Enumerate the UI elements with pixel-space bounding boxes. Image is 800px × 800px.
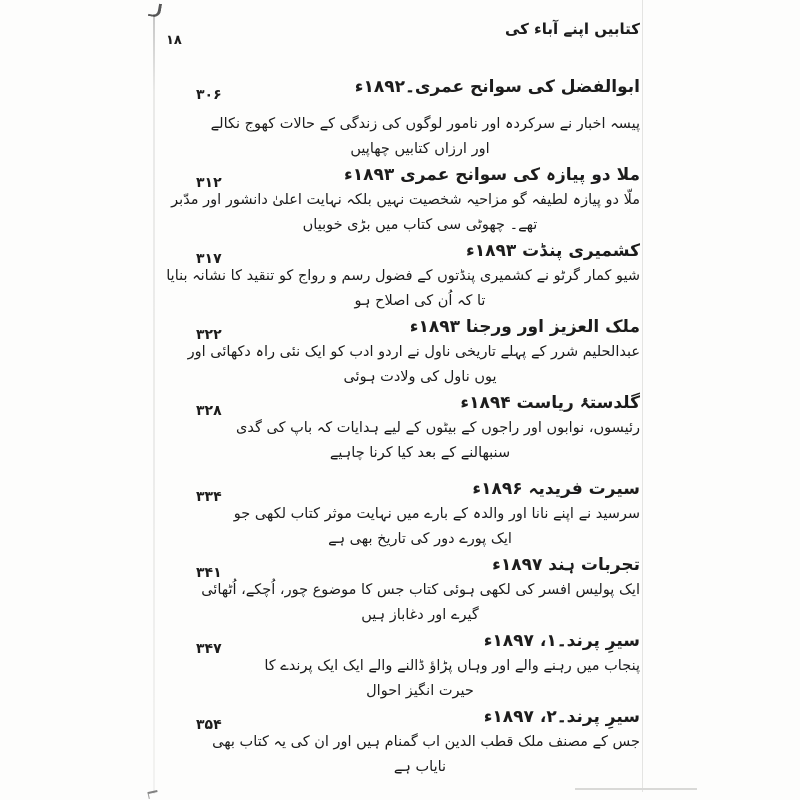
folio-number: ۱۸	[166, 33, 182, 48]
entry-description-line2: ایک پورے دور کی تاریخ بھی ہے	[328, 531, 512, 547]
entry-title: سیرت فریدیہ ۱۸۹۶ء	[472, 479, 640, 499]
entry-page-number: ۳۵۴	[196, 717, 222, 733]
entry-title: کشمیری پنڈت ۱۸۹۳ء	[466, 241, 640, 261]
scan-artifact-bottom	[147, 790, 158, 799]
page-header	[158, 0, 642, 74]
entry-page-number: ۳۴۷	[196, 641, 222, 657]
entry-description-line2: تا کہ اُن کی اصلاح ہو	[354, 293, 486, 309]
toc-entry-head	[158, 238, 642, 267]
toc-entry	[158, 162, 642, 238]
entry-description-line2: گیرے اور دغاباز ہیں	[361, 607, 479, 623]
toc-entries-list	[158, 74, 642, 780]
entry-description-line1: جس کے مصنف ملک قطب الدین اب گمنام ہیں اور ان کی یہ کتاب بھی	[212, 734, 640, 750]
entry-description-line2: نایاب ہے	[393, 759, 447, 775]
entry-page-number: ۳۳۴	[196, 489, 222, 505]
entry-description-line2: تھے۔ چھوٹی سی کتاب میں بڑی خوبیاں	[302, 217, 538, 233]
page-bottom-edge	[575, 788, 697, 790]
toc-entry-head	[158, 74, 642, 103]
running-title: کتابیں اپنے آباء کی	[504, 20, 640, 38]
toc-entry	[158, 314, 642, 390]
entry-page-number: ۳۴۱	[196, 565, 222, 581]
page-content	[158, 0, 642, 780]
entry-title: گلدستۂ ریاست ۱۸۹۴ء	[460, 393, 640, 413]
entry-page-number: ۳۱۲	[196, 175, 222, 191]
entry-description-line1: عبدالحلیم شرر کے پہلے تاریخی ناول نے اردو ادب کو ایک نئی راہ دکھائی اور	[187, 344, 640, 360]
page-edge-line	[642, 0, 643, 792]
toc-entry-head	[158, 552, 642, 581]
entry-title: تجربات ہند ۱۸۹۷ء	[492, 555, 640, 575]
entry-description-line1: پیسہ اخبار نے سرکردہ اور نامور لوگوں کی زندگی کے حالات کھوج نکالے	[210, 116, 640, 132]
toc-entry	[158, 704, 642, 780]
entry-description-line1: ایک پولیس افسر کی لکھی ہوئی کتاب جس کا موضوع چور، اُچکے، اُٹھائی	[201, 582, 640, 598]
toc-entry-head	[158, 476, 642, 505]
toc-entry-head	[158, 628, 642, 657]
entry-page-number: ۳۲۲	[196, 327, 222, 343]
toc-entry-head	[158, 314, 642, 343]
entry-description-line2: یوں ناول کی ولادت ہوئی	[343, 369, 497, 385]
entry-page-number: ۳۰۶	[196, 87, 222, 103]
toc-entry-head	[158, 390, 642, 419]
entry-title: سیرِ پرند۔۲، ۱۸۹۷ء	[483, 707, 640, 727]
page-gutter-shadow	[153, 14, 155, 794]
entry-title: ابوالفضل کی سوانح عمری۔۱۸۹۲ء	[354, 77, 640, 97]
toc-entry	[158, 390, 642, 466]
entry-description-line1: شیو کمار گرٹو نے کشمیری پنڈتوں کے فضول رسم و رواج کو تنقید کا نشانہ بنایا	[166, 268, 640, 284]
entry-description-line1: پنجاب میں رہنے والے اور وہاں پڑاؤ ڈالنے والے ایک ایک پرندے کا	[264, 658, 640, 674]
toc-entry	[158, 238, 642, 314]
toc-entry	[158, 476, 642, 552]
entry-title: ملک العزیز اور ورجنا ۱۸۹۳ء	[409, 317, 640, 337]
entry-title: ملا دو پیازہ کی سوانح عمری ۱۸۹۳ء	[344, 165, 640, 185]
entry-page-number: ۳۱۷	[196, 251, 222, 267]
entry-description-line1: رئیسوں، نوابوں اور راجوں کے بیٹوں کے لیے ہدایات کہ باپ کی گدی	[236, 420, 640, 436]
toc-entry-head	[158, 704, 642, 733]
entry-title: سیرِ پرند۔۱، ۱۸۹۷ء	[483, 631, 640, 651]
entry-description-line1: سرسید نے اپنے نانا اور والدہ کے بارے میں نہایت موثر کتاب لکھی جو	[233, 506, 640, 522]
entry-page-number: ۳۲۸	[196, 403, 222, 419]
toc-entry-head	[158, 162, 642, 191]
toc-entry	[158, 74, 642, 162]
entry-description-line2: سنبھالنے کے بعد کیا کرنا چاہیے	[329, 445, 511, 461]
entry-description-line2: حیرت انگیز احوال	[366, 683, 474, 699]
entry-description-line1: ملّا دو پیازہ لطیفہ گو مزاحیہ شخصیت نہیں بلکہ نہایت اعلیٰ دانشور اور مدّبر	[171, 192, 640, 208]
toc-entry	[158, 552, 642, 628]
entry-description-line2: اور ارزاں کتابیں چھاپیں	[350, 141, 490, 157]
toc-entry	[158, 628, 642, 704]
